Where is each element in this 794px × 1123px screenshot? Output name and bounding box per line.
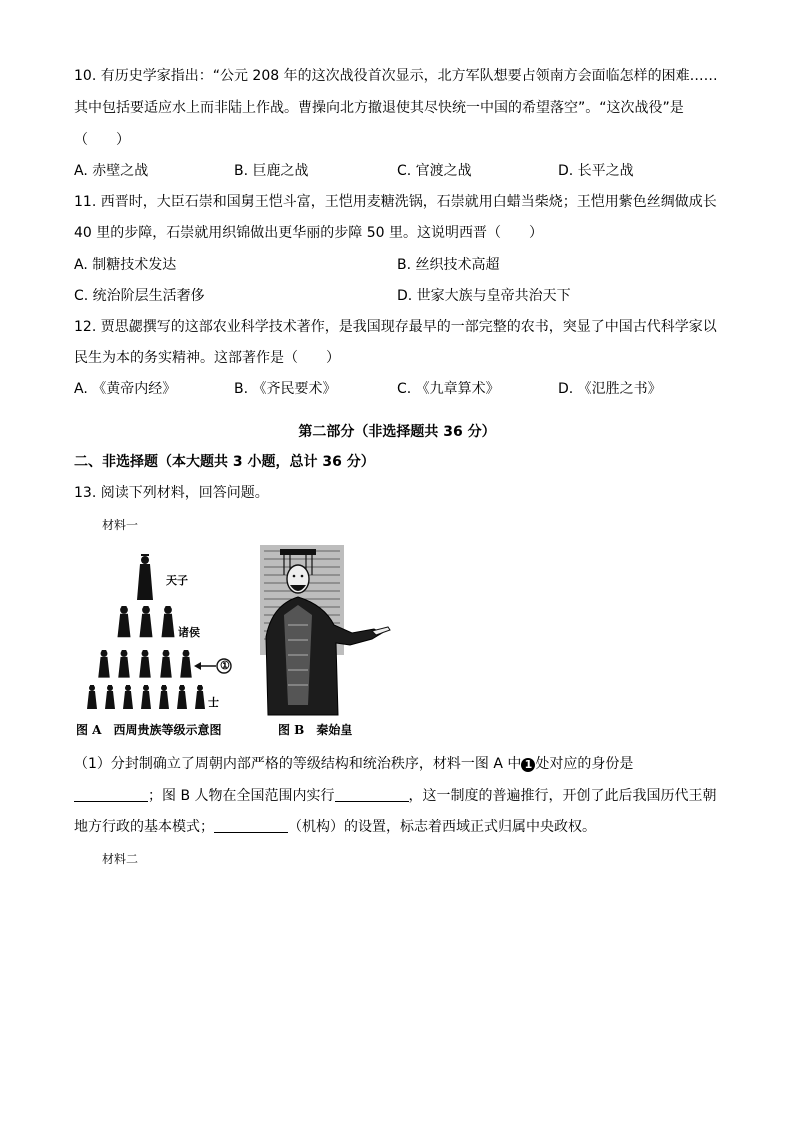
hierarchy-pyramid-figure xyxy=(76,540,256,718)
q10-option-a: A. 赤壁之战 xyxy=(74,163,149,179)
q13-sub1-text-a: （1）分封制确立了周朝内部严格的等级结构和统治秩序，材料一图 A 中 xyxy=(74,756,522,772)
label-marker-1: ① xyxy=(220,659,230,672)
section2-title: 二、非选择题（本大题共 3 小题，总计 36 分） xyxy=(74,454,375,470)
q12-stem-line1: 12. 贾思勰撰写的这部农业科学技术著作，是我国现存最早的一部完整的农书，突显了中国古代科学家以 xyxy=(74,319,717,335)
q10-option-d: D. 长平之战 xyxy=(558,163,634,179)
answer-blank-1[interactable] xyxy=(74,787,148,802)
label-zhuhou: 诸侯 xyxy=(178,626,200,639)
q13-sub1-text-c: ；图 B 人物在全国范围内实行 xyxy=(148,788,335,804)
material2-label: 材料二 xyxy=(102,852,139,866)
q10-stem-line1: 10. 有历史学家指出：“公元 208 年的这次战役首次显示，北方军队想要占领南方会面临怎样的困难…… xyxy=(74,68,718,84)
answer-blank-3[interactable] xyxy=(214,818,288,833)
circled-number-1-icon: 1 xyxy=(521,758,535,772)
q11-stem-line1: 11. 西晋时，大臣石崇和国舅王恺斗富，王恺用麦糖洗锅，石崇就用白蜡当柴烧；王恺用紫色丝绸做成长 xyxy=(74,194,717,210)
q11-option-d: D. 世家大族与皇帝共治天下 xyxy=(397,288,571,304)
q12-option-c: C. 《九章算术》 xyxy=(397,381,500,397)
q12-option-d: D. 《氾胜之书》 xyxy=(558,381,662,397)
q13-sub1-text-e: 地方行政的基本模式； xyxy=(74,819,214,835)
qin-shi-huang-figure xyxy=(254,545,394,717)
q13-intro: 13. 阅读下列材料，回答问题。 xyxy=(74,485,269,501)
shi-figures xyxy=(87,685,205,709)
q13-sub1-line1 xyxy=(74,754,633,774)
figure-b-caption: 图 B 秦始皇 xyxy=(278,723,353,737)
qingdafu-figures xyxy=(98,650,192,678)
q10-stem-line2: 其中包括要适应水上而非陆上作战。曹操向北方撤退使其尽快统一中国的希望落空”。“这次战役”是 xyxy=(74,100,684,116)
q10-stem-line3: （ ） xyxy=(74,132,130,148)
answer-blank-2[interactable] xyxy=(335,787,409,802)
q11-option-b: B. 丝织技术高超 xyxy=(397,257,500,273)
q10-option-c: C. 官渡之战 xyxy=(397,163,472,179)
q11-stem-line2: 40 里的步障，石崇就用织锦做出更华丽的步障 50 里。这说明西晋（ ） xyxy=(74,225,543,241)
q11-option-a: A. 制糖技术发达 xyxy=(74,257,177,273)
zhuhou-figures xyxy=(118,606,175,637)
figure-a-caption: 图 A 西周贵族等级示意图 xyxy=(76,723,222,737)
tianzi-figure xyxy=(137,554,153,600)
q13-sub1-line3 xyxy=(74,817,596,837)
q13-sub1-text-f: （机构）的设置，标志着西域正式归属中央政权。 xyxy=(288,819,596,835)
q10-option-b: B. 巨鹿之战 xyxy=(234,163,309,179)
q11-option-c: C. 统治阶层生活奢侈 xyxy=(74,288,205,304)
q12-option-b: B. 《齐民要术》 xyxy=(234,381,337,397)
material1-label: 材料一 xyxy=(102,518,139,532)
q13-sub1-line2 xyxy=(74,786,717,806)
q13-sub1-text-b: 处对应的身份是 xyxy=(535,756,634,772)
q12-option-a: A. 《黄帝内经》 xyxy=(74,381,177,397)
label-tianzi: 天子 xyxy=(166,574,188,587)
label-shi: 士 xyxy=(208,696,219,709)
q13-sub1-text-d: ，这一制度的普遍推行，开创了此后我国历代王朝 xyxy=(408,788,717,804)
q12-stem-line2: 民生为本的务实精神。这部著作是（ ） xyxy=(74,350,340,366)
part2-title: 第二部分（非选择题共 36 分） xyxy=(298,424,496,440)
arrow-marker xyxy=(194,662,216,670)
